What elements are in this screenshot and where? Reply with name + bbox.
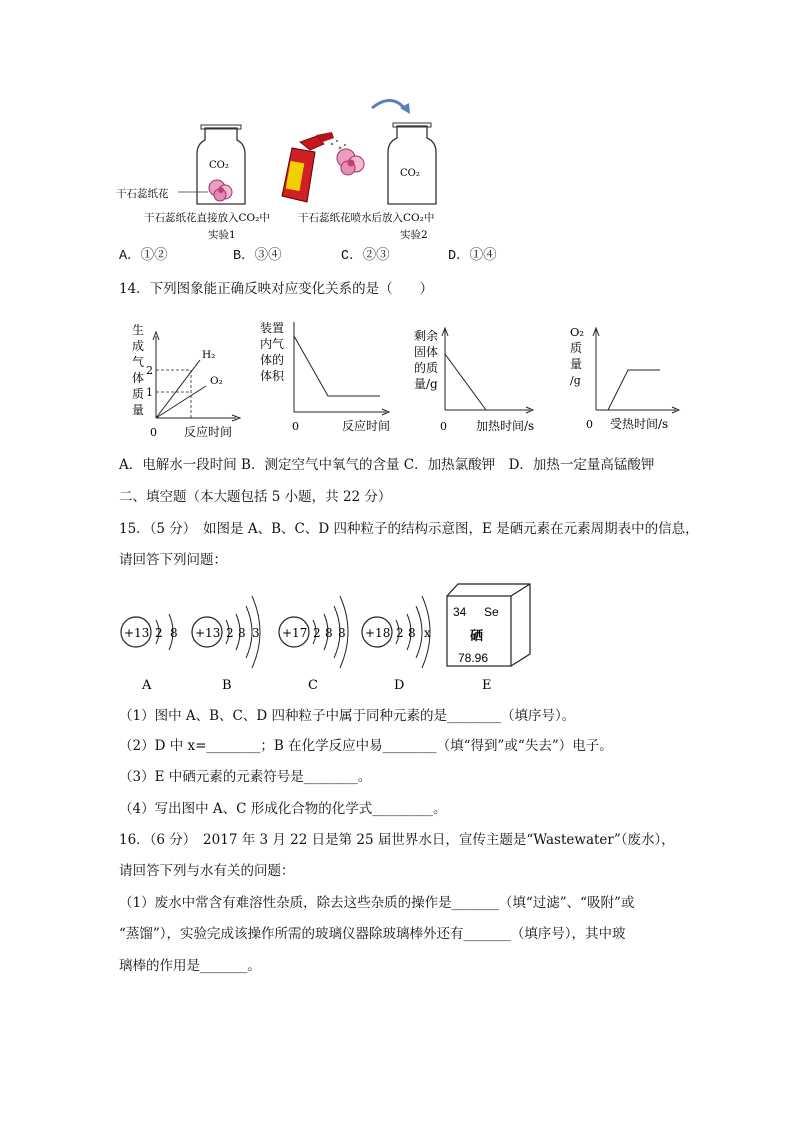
graph-c-ylabel-0: 剩余 <box>414 329 439 343</box>
svg-text:2: 2 <box>155 626 163 640</box>
q15-sub-3: （3）E 中硒元素的元素符号是________。 <box>119 769 372 785</box>
atom-b <box>192 596 260 693</box>
graph-a-tick-2: 2 <box>146 364 153 377</box>
svg-text:8: 8 <box>325 626 333 640</box>
graph-c-ylabel-3: 量/g <box>414 377 438 391</box>
graph-c-ylabel-1: 固体 <box>414 345 439 359</box>
graph-d-xlabel: 受热时间/s <box>610 417 669 431</box>
flower-label: 干石蕊纸花 <box>116 188 169 200</box>
graph-a-ylabel-4: 质 <box>132 387 145 401</box>
svg-text:8: 8 <box>408 626 416 640</box>
bottle-1-label: CO₂ <box>209 160 229 171</box>
element-symbol: Se <box>484 605 499 619</box>
element-mass: 78.96 <box>458 651 489 665</box>
exp-2-label: 实验2 <box>400 229 428 241</box>
graph-b-ylabel-2: 体的 <box>260 353 285 367</box>
caption-2: 干石蕊纸花喷水后放入CO₂中 <box>298 212 435 224</box>
element-cube <box>447 584 530 693</box>
q15-stem-1: 15．（5 分） 如图是 A、B、C、D 四种粒子的结构示意图，E 是硒元素在元素周期表中的信息， <box>119 521 699 537</box>
atom-d-letter: D <box>394 678 405 693</box>
caption-1: 干石蕊纸花直接放入CO₂中 <box>144 212 270 224</box>
element-letter: E <box>482 678 492 693</box>
q13-option-d: D．①④ <box>448 249 497 264</box>
q16-stem-1: 16．（6 分） 2017 年 3 月 22 日是第 25 届世界水日，宣传主题是“Wastewater”（废水）， <box>119 832 675 848</box>
graph-a <box>120 318 250 443</box>
svg-text:8: 8 <box>338 626 346 640</box>
graph-b-ylabel-0: 装置 <box>260 321 285 335</box>
curved-arrow-icon <box>372 100 406 110</box>
graph-c-curve <box>445 354 486 410</box>
q13-option-c: C．②③ <box>341 249 390 264</box>
svg-text:+13: +13 <box>195 626 221 640</box>
atom-diagrams <box>112 580 552 698</box>
graph-d <box>566 318 686 438</box>
spray-bottle-icon <box>282 132 334 202</box>
graph-c-ylabel-2: 的质 <box>414 361 439 375</box>
exp-1-label: 实验1 <box>208 229 236 241</box>
atom-a <box>121 614 178 693</box>
graph-a-ylabel-5: 量 <box>132 403 145 417</box>
graph-b-curve <box>294 336 380 396</box>
bottle-2-label: CO₂ <box>400 168 420 179</box>
graph-b <box>258 318 398 438</box>
graph-b-origin: 0 <box>292 420 299 433</box>
graph-c-xlabel: 加热时间/s <box>476 419 535 433</box>
q16-sub-1-line-3: 璃棒的作用是_______。 <box>119 958 261 974</box>
graph-a-xlabel: 反应时间 <box>184 425 233 439</box>
svg-text:8: 8 <box>170 626 178 640</box>
q14-options: A．电解水一段时间 B．测定空气中氧气的含量 C．加热氯酸钾 D．加热一定量高锰酸钾 <box>119 457 655 473</box>
flower-2 <box>331 140 364 175</box>
graph-d-ylabel-1: 质 <box>570 341 583 355</box>
graph-d-origin: 0 <box>586 418 593 431</box>
graph-d-curve <box>608 370 660 410</box>
graph-a-series-o2: O₂ <box>210 375 223 387</box>
graph-d-ylabel-2: 量 <box>570 357 583 371</box>
q15-stem-2: 请回答下列问题： <box>119 552 227 568</box>
element-number: 34 <box>453 605 467 619</box>
section-2-heading: 二、填空题（本大题包括 5 小题，共 22 分） <box>119 489 392 505</box>
graph-a-origin: 0 <box>150 426 157 439</box>
q15-sub-4: （4）写出图中 A、C 形成化合物的化学式_________。 <box>119 801 447 817</box>
atom-d <box>362 596 431 693</box>
graph-c <box>412 318 542 438</box>
graph-d-ylabel-3: /g <box>570 374 581 387</box>
q15-sub-2: （2）D 中 x=________；B 在化学反应中易________（填“得到”或“失去”）电子。 <box>119 738 613 754</box>
atom-b-letter: B <box>222 678 232 693</box>
svg-text:2: 2 <box>396 626 404 640</box>
bottle-2 <box>388 123 436 204</box>
q16-stem-2: 请回答下列与水有关的问题： <box>119 863 295 879</box>
q16-sub-1-line-1: （1）废水中常含有难溶性杂质，除去这些杂质的操作是_______（填“过滤”、“吸附”或 <box>119 895 635 911</box>
svg-text:+17: +17 <box>282 626 308 640</box>
svg-text:+13: +13 <box>124 626 150 640</box>
q14-stem: 14．下列图象能正确反映对应变化关系的是（ ） <box>119 281 434 297</box>
graph-a-ylabel-0: 生 <box>132 323 145 337</box>
atom-a-letter: A <box>142 678 152 693</box>
experiment-figure <box>110 92 470 244</box>
q15-sub-1: （1）图中 A、B、C、D 四种粒子中属于同种元素的是________（填序号）。 <box>119 708 576 724</box>
svg-text:x: x <box>424 626 431 640</box>
graph-d-ylabel-0: O₂ <box>570 325 585 339</box>
svg-text:8: 8 <box>238 626 246 640</box>
q13-option-a: A．①② <box>119 249 168 264</box>
graph-b-ylabel-1: 内气 <box>260 337 285 351</box>
graph-a-ylabel-3: 体 <box>132 371 145 385</box>
atom-c-letter: C <box>308 678 318 693</box>
graph-a-tick-1: 1 <box>146 386 153 399</box>
graph-a-ylabel-1: 成 <box>132 339 145 353</box>
svg-text:+18: +18 <box>365 626 391 640</box>
graph-a-series-h2: H₂ <box>202 349 216 361</box>
svg-text:3: 3 <box>252 626 260 640</box>
graph-a-ylabel-2: 气 <box>132 355 145 369</box>
atom-c <box>279 596 348 693</box>
svg-text:2: 2 <box>226 626 234 640</box>
element-name: 硒 <box>470 629 484 644</box>
graph-c-origin: 0 <box>440 420 447 433</box>
q16-sub-1-line-2: “蒸馏”），实验完成该操作所需的玻璃仪器除玻璃棒外还有_______（填序号），其中玻 <box>119 926 626 942</box>
graph-a-o2-line <box>156 386 206 418</box>
graph-a-h2-line <box>156 360 200 418</box>
flower-1 <box>209 180 232 201</box>
graph-b-ylabel-3: 体积 <box>260 369 285 383</box>
svg-text:2: 2 <box>313 626 321 640</box>
graph-b-xlabel: 反应时间 <box>342 419 391 433</box>
q13-option-b: B．③④ <box>233 249 282 264</box>
